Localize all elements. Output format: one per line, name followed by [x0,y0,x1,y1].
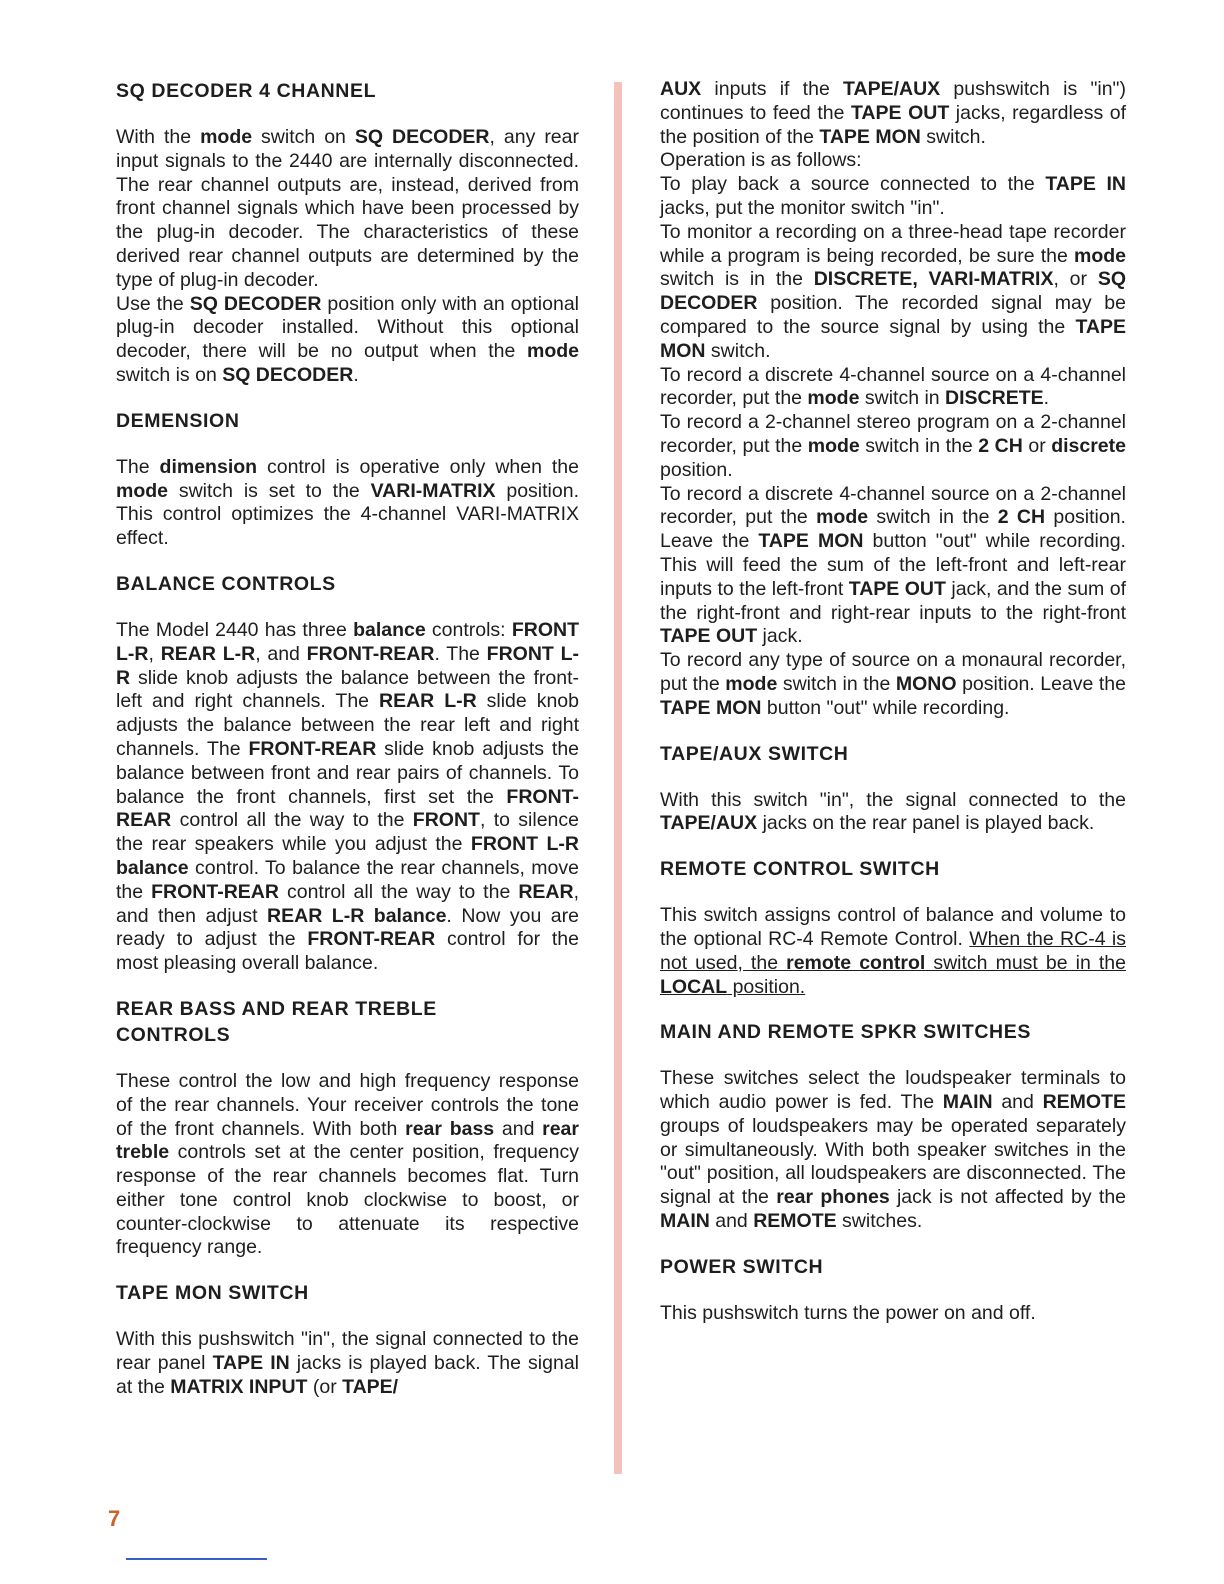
bold-term: TAPE/AUX [660,812,758,835]
record-4ch-paragraph: To record a discrete 4-channel source on a 4-channel recorder, put the mode switch in DISCRETE. [660,363,1126,410]
record-4ch-to-2ch-paragraph: To record a discrete 4-channel source on a 2-channel recorder, put the mode switch in the 2 CH position. Leave the TAPE MON button "out" while recording. This will feed the sum of the left-front and left-rear inputs to the left-front TAPE OUT jack, and the sum of the right-front and right-rear inputs to the right-front TAPE OUT jack. [660,482,1126,648]
underlined-text: When the RC-4 is not used, the [660,927,1126,974]
speaker-switches-heading: MAIN AND REMOTE SPKR SWITCHES [660,1021,1031,1044]
bold-term: FRONT L-R balance [116,833,579,879]
bold-term: TAPE OUT [850,101,950,124]
dimension-paragraph: The dimension control is operative only when the mode switch is set to the VARI-MATRIX position. This control optimizes the 4-channel VARI-MATRIX effect. [116,455,579,550]
bold-term: REMOTE [1042,1091,1126,1114]
bold-term: FRONT-REAR [151,880,279,903]
remote-control-paragraph: This switch assigns control of balance and volume to the optional RC-4 Remote Control. When the RC-4 is not used, the remote control switch must be in the LOCAL position. [660,904,1126,998]
sq-decoder-paragraph-1: With the mode switch on SQ DECODER, any rear input signals to the 2440 are internally disconnected. The rear channel outputs are, instead, derived from front channel signals which have been processed by the plug-in decoder. The characteristics of these derived rear channel outputs are determined by the type of plug-in decoder. [116,126,579,291]
balance-heading: BALANCE CONTROLS [116,572,336,595]
bold-term: TAPE OUT [848,577,946,600]
bold-term: REMOTE [753,1210,837,1233]
bold-term: TAPE/AUX [843,78,941,100]
column-divider [614,82,622,1474]
record-mono-paragraph: To record any type of source on a monaural recorder, put the mode switch in the MONO position. Leave the TAPE MON button "out" while recording. [660,649,1126,719]
bold-term: SQ DECODER [660,268,1126,315]
monitor-paragraph: To monitor a recording on a three-head tape recorder while a program is being recorded, be sure the mode switch is in the DISCRETE, VARI-MATRIX, or SQ DECODER position. The recorded signal may be compared to the source signal by using the TAPE MON switch. [660,220,1126,362]
bold-term: SQ DECODER [354,126,490,148]
bold-term: mode [116,479,169,502]
bold-term: TAPE MON [819,125,921,148]
bold-term: FRONT-REAR [248,737,377,760]
bold-term: FRONT L-R [116,618,579,665]
bold-term: dimension [159,455,258,478]
heading-line-1: REAR BASS AND REAR TREBLE [116,997,437,1020]
power-switch-paragraph: This pushswitch turns the power on and off. [660,1301,1036,1324]
bold-term: FRONT [412,809,480,832]
balance-paragraph: The Model 2440 has three balance controls: FRONT L-R, REAR L-R, and FRONT-REAR. The FRONT L-R slide knob adjusts the balance between the front-left and right channels. The REAR L-R slide knob adjusts the balance between the rear left and right channels. The FRONT-REAR slide knob adjusts the balance between front and rear pairs of channels. To balance the front channels, first set the FRONT-REAR control all the way to the FRONT, to silence the rear speakers while you adjust the FRONT L-R balance control. To balance the rear channels, move the FRONT-REAR control all the way to the REAR, and then adjust REAR L-R balance. Now you are ready to adjust the FRONT-REAR control for the most pleasing overall balance. [116,618,580,975]
bold-term: MAIN [660,1210,710,1233]
tape-mon-paragraph: With this pushswitch "in", the signal connected to the rear panel TAPE IN jacks is played back. The signal at the MATRIX INPUT (or TAPE/ [116,1328,579,1398]
bold-term: rear bass [405,1117,495,1140]
bold-term: AUX [660,78,702,100]
bold-term: MAIN [942,1091,993,1114]
bold-term: FRONT-REAR [307,928,436,951]
bold-term: TAPE MON [660,696,762,719]
bold-term: DISCRETE [945,387,1044,410]
bold-term: SQ DECODER [222,363,354,386]
bold-term: FRONT L-R [116,642,579,689]
bold-term: MATRIX INPUT [170,1375,308,1398]
bold-term: remote control [786,951,926,974]
bold-term: REAR [518,880,574,903]
bold-term: rear treble [116,1117,579,1164]
bold-term: LOCAL [660,975,728,998]
rear-bass-treble-paragraph: These control the low and high frequency response of the rear channels. Your receiver controls the tone of the front channels. With both rear bass and rear treble controls set at the center position, frequency response of the rear channels becomes flat. Turn either tone control knob clockwise to boost, or counter-clockwise to attenuate its respective frequency range. [116,1069,579,1259]
bold-term: mode [807,387,860,410]
power-switch-heading: POWER SWITCH [660,1255,824,1278]
page-number: 7 [108,1506,121,1531]
heading-line-2: CONTROLS [116,1023,231,1046]
underlined-text: position. [727,975,806,998]
bold-term: TAPE MON [758,530,864,553]
underlined-text: switch must be in the [925,951,1126,974]
left-column [116,78,579,1400]
bold-term: mode [725,672,778,695]
remote-control-heading: REMOTE CONTROL SWITCH [660,858,940,881]
bold-term: REAR L-R balance [267,904,447,927]
operation-paragraph: Operation is as follows: [660,149,862,172]
bold-term: TAPE IN [212,1352,290,1375]
bold-term: 2 CH [978,434,1023,457]
bold-term: VARI-MATRIX [370,479,496,502]
dimension-heading: DEMENSION [116,409,240,432]
bold-term: TAPE OUT [660,625,758,648]
bold-term: mode [1073,244,1126,267]
bold-term: discrete [1051,434,1126,457]
bold-term: mode [807,434,860,457]
bold-term: 2 CH [997,506,1046,529]
sq-decoder-heading: SQ DECODER 4 CHANNEL [116,80,377,102]
bold-term: REAR L-R [160,642,256,665]
bold-term: FRONT-REAR [306,642,435,665]
bold-term: TAPE/ [342,1375,399,1398]
bold-term: SQ DECODER [189,292,322,315]
bold-term: REAR L-R [378,690,477,713]
play-back-paragraph: To play back a source connected to the TAPE IN jacks, put the monitor switch "in". [660,173,1126,219]
footer-rule [126,1558,267,1560]
bold-term: mode [526,340,579,363]
tape-aux-paragraph: With this switch "in", the signal connected to the TAPE/AUX jacks on the rear panel is played back. [660,788,1126,835]
bold-term: FRONT-REAR [116,785,579,832]
tape-aux-heading: TAPE/AUX SWITCH [660,742,849,765]
bold-term: TAPE MON [660,315,1126,362]
bold-term: balance [353,618,426,641]
tape-mon-continued-paragraph: AUX inputs if the TAPE/AUX pushswitch is "in") continues to feed the TAPE OUT jacks, regardless of the position of the TAPE MON switch. [660,78,1127,148]
sq-decoder-paragraph-2: Use the SQ DECODER position only with an optional plug-in decoder installed. Without this optional decoder, there will be no output when the mode switch is on SQ DECODER. [116,292,579,386]
bold-term: rear phones [776,1186,890,1209]
tape-mon-heading: TAPE MON SWITCH [116,1282,309,1305]
bold-term: mode [816,506,869,529]
bold-term: mode [200,126,253,148]
bold-term: TAPE IN [1045,173,1126,196]
right-column [660,78,1126,1326]
speaker-switches-paragraph: These switches select the loudspeaker terminals to which audio power is fed. The MAIN and REMOTE groups of loudspeakers may be operated separately or simultaneously. With both speaker switches in the "out" position, all loudspeakers are disconnected. The signal at the rear phones jack is not affected by the MAIN and REMOTE switches. [660,1067,1127,1233]
bold-term: DISCRETE, VARI-MATRIX [813,268,1054,291]
bold-term: MONO [895,672,957,695]
record-2ch-paragraph: To record a 2-channel stereo program on a 2-channel recorder, put the mode switch in the 2 CH or discrete position. [660,411,1126,481]
rear-bass-treble-heading [116,996,579,1048]
